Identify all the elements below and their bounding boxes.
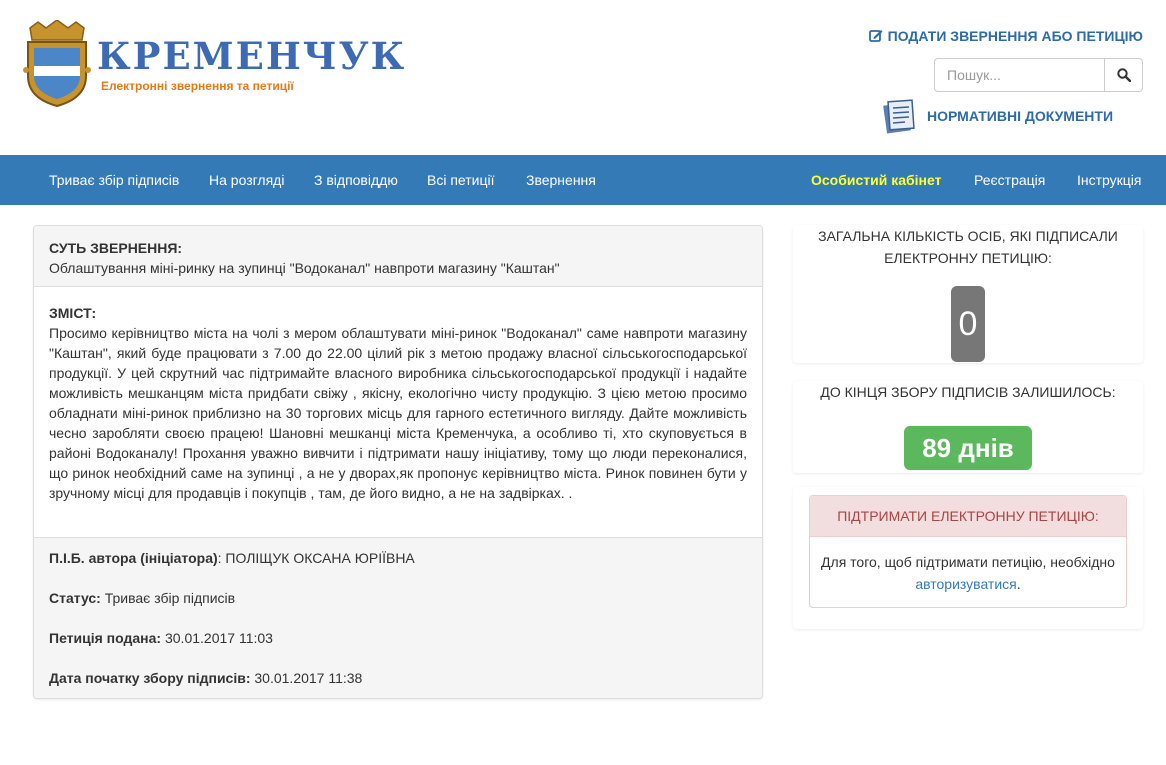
- submit-petition-link[interactable]: [869, 28, 1143, 44]
- submit-petition-label: ПОДАТИ ЗВЕРНЕННЯ АБО ПЕТИЦІЮ: [887, 28, 1143, 44]
- petition-meta-section: [34, 537, 762, 699]
- author-label: П.І.Б. автора (ініціатора): [49, 550, 218, 566]
- site-header: [0, 0, 1166, 155]
- signature-count-badge: 0: [951, 286, 985, 362]
- start-date-row: [49, 668, 362, 688]
- content-label: ЗМІСТ:: [49, 305, 97, 321]
- search-button[interactable]: [1104, 58, 1143, 92]
- signature-count-label: ЗАГАЛЬНА КІЛЬКІСТЬ ОСІБ, ЯКІ ПІДПИСАЛИ ЕЛЕКТРОННУ ПЕТИЦІЮ:: [818, 228, 1118, 266]
- normative-docs-link[interactable]: [883, 98, 1113, 134]
- author-value: : ПОЛІЩУК ОКСАНА ЮРІЇВНА: [217, 550, 415, 566]
- documents-icon: [883, 98, 917, 134]
- nav-registration[interactable]: Реєстрація: [974, 172, 1046, 188]
- search-input[interactable]: [934, 58, 1104, 92]
- search-form: [934, 58, 1143, 92]
- days-left-badge: 89 днів: [904, 426, 1032, 470]
- status-label: Статус:: [49, 590, 101, 606]
- nav-all-petitions[interactable]: Всі петиції: [427, 172, 495, 188]
- main-navbar: [0, 155, 1166, 205]
- start-date-value: 30.01.2017 11:38: [250, 670, 363, 686]
- petition-content-section: [34, 288, 762, 538]
- petition-subject-section: [34, 226, 762, 287]
- nav-personal-cabinet[interactable]: Особистий кабінет: [811, 172, 942, 188]
- site-logo[interactable]: [22, 20, 407, 110]
- subject-label: СУТЬ ЗВЕРНЕННЯ:: [49, 240, 183, 256]
- signature-count-box: [793, 225, 1143, 363]
- content-text: Просимо керівництво міста на чолі з мером облаштувати міні-ринок "Водоканал" саме навпроти магазину "Каштан", який буде працювати з 7.00 до 22.00 цілий рік з метою продажу власної сільськогосподарської продукції. У цей скрутний час підтримайте власного виробника сільськогосподарської продукції і надайте можливість мешканцям міста придбати свіжу , якісну, екологічно чисту продукцію. З цією метою просимо обладнати міні-ринок приблизно на 30 торгових місць для гарного естетичного вигляду. Дайте можливість чесно заробляти своєю працею! Шановні мешканці міста Кременчука, а особливо ті, хто скуповується в районі Водоканалу! Прохання уважно вивчити і підтримати нашу ініціативу, тому що люди переконалися, що ринок необхідний саме на зупинці , а не у дворах,як пропонує керівництво міста. Ринок повинен бути у зручному місці для продавців і покупців , там, де його видно, а не на задвірках. .: [49, 325, 747, 501]
- support-body: [810, 537, 1126, 595]
- nav-instructions[interactable]: Інструкція: [1077, 172, 1142, 188]
- nav-answered[interactable]: З відповіддю: [314, 172, 398, 188]
- nav-appeals[interactable]: Звернення: [526, 172, 596, 188]
- authorize-link[interactable]: авторизуватися: [915, 576, 1017, 592]
- logo-subtitle: Електронні звернення та петиції: [101, 79, 294, 93]
- edit-icon: [869, 29, 883, 43]
- logo-title: КРЕМЕНЧУК: [97, 34, 407, 78]
- status-value: Триває збір підписів: [100, 590, 236, 606]
- days-left-label: ДО КІНЦЯ ЗБОРУ ПІДПИСІВ ЗАЛИШИЛОСЬ:: [820, 384, 1116, 400]
- subject-text: Облаштування міні-ринку на зупинці "Водоканал" навпроти магазину "Каштан": [49, 260, 560, 276]
- days-left-box: [793, 381, 1143, 473]
- support-panel: [809, 495, 1127, 608]
- support-text: Для того, щоб підтримати петицію, необхідно: [821, 554, 1115, 570]
- nav-collecting[interactable]: Триває збір підписів: [49, 172, 180, 188]
- normative-docs-label: НОРМАТИВНІ ДОКУМЕНТИ: [927, 108, 1114, 124]
- petition-panel: [33, 225, 763, 699]
- start-date-label: Дата початку збору підписів:: [49, 670, 251, 686]
- status-row: [49, 588, 235, 608]
- submitted-label: Петиція подана:: [49, 630, 162, 646]
- submitted-row: [49, 628, 273, 648]
- author-row: [49, 548, 415, 568]
- submitted-value: 30.01.2017 11:03: [161, 630, 273, 646]
- support-end: .: [1016, 576, 1021, 592]
- nav-under-review[interactable]: На розгляді: [209, 172, 285, 188]
- support-title: ПІДТРИМАТИ ЕЛЕКТРОННУ ПЕТИЦІЮ:: [810, 496, 1126, 537]
- coat-of-arms-icon: [22, 20, 92, 110]
- support-box: [793, 487, 1143, 629]
- search-icon: [1117, 68, 1131, 82]
